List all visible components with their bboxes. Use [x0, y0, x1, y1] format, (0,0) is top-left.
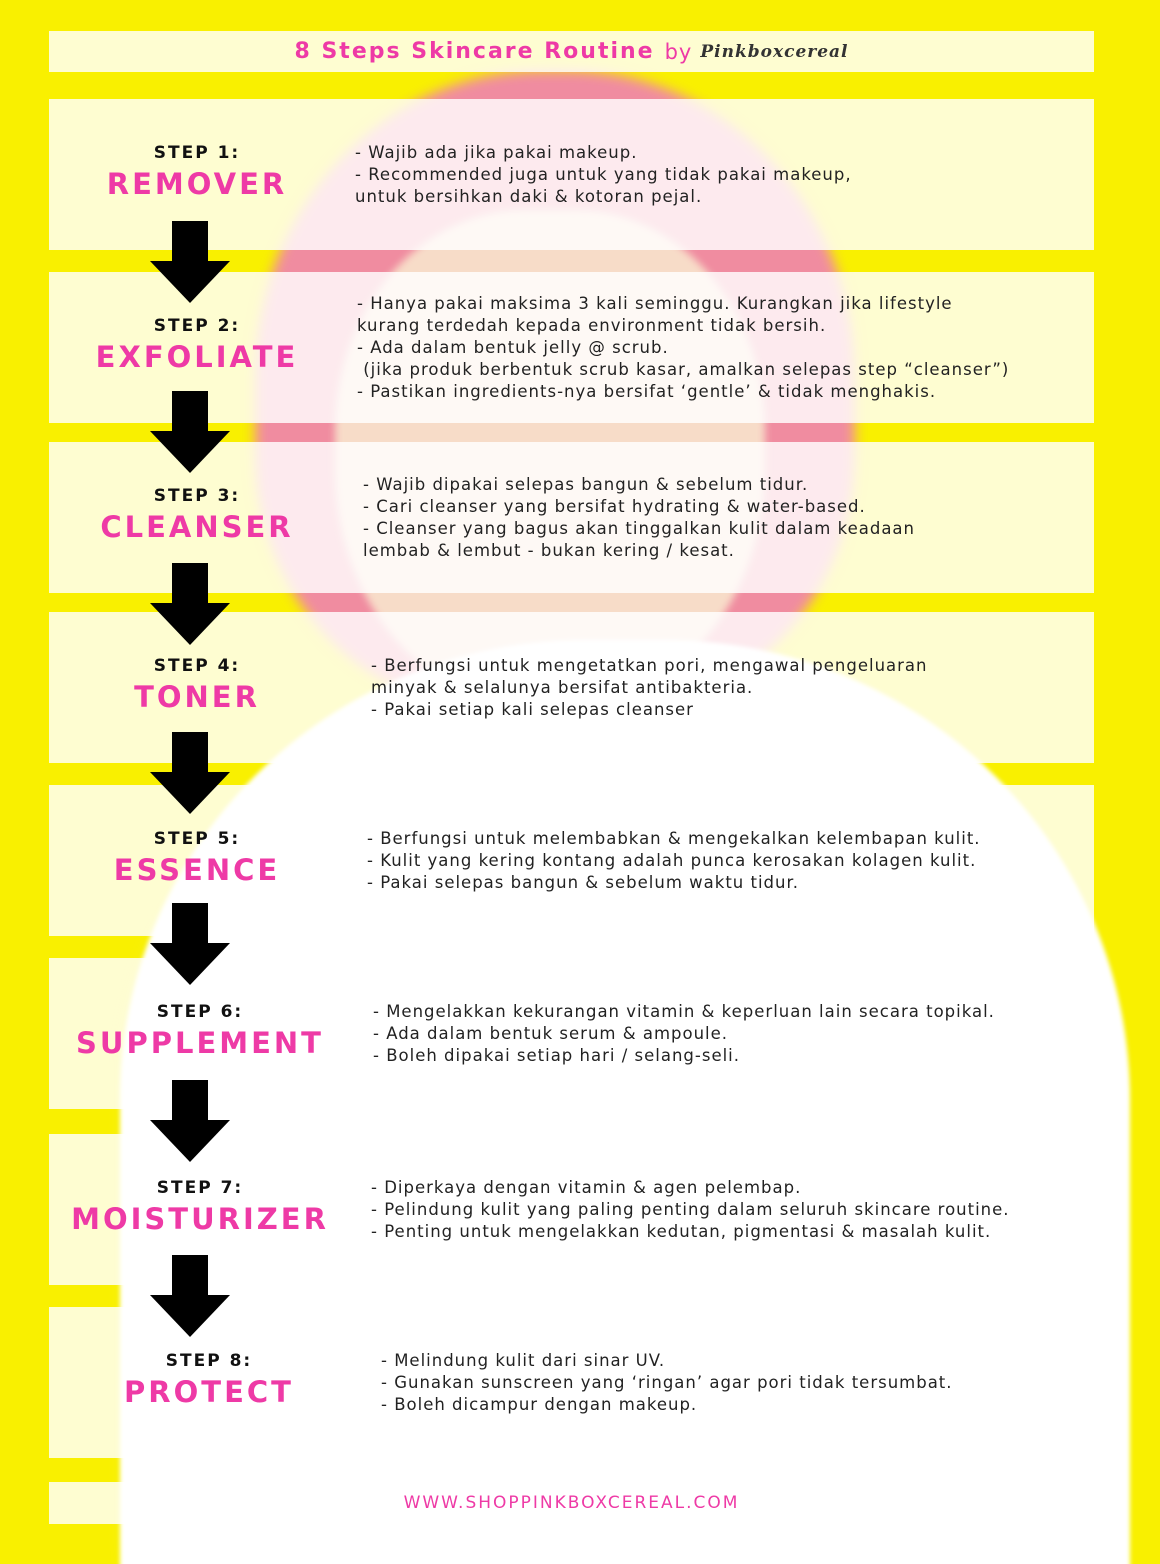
step-description — [363, 442, 915, 593]
step-label — [47, 486, 347, 544]
step-description-line: - Cleanser yang bagus akan tinggalkan kulit dalam keadaan — [363, 518, 915, 538]
step-title: EXFOLIATE — [95, 340, 299, 374]
arrow-shaft — [172, 903, 208, 947]
step-title: SUPPLEMENT — [76, 1026, 324, 1060]
step-number: STEP 6: — [156, 1002, 244, 1022]
step-description-line: - Diperkaya dengan vitamin & agen pelembap. — [371, 1177, 802, 1197]
step-title: PROTECT — [124, 1375, 294, 1409]
arrow-shaft — [172, 732, 208, 776]
step-description-line: - Melindung kulit dari sinar UV. — [381, 1350, 666, 1370]
arrow-shaft — [172, 1080, 208, 1124]
step-label — [47, 316, 347, 374]
step-description-line: - Wajib dipakai selepas bangun & sebelum tidur. — [363, 474, 809, 494]
arrow-head — [150, 1120, 230, 1162]
step-description-line: - Gunakan sunscreen yang ‘ringan’ agar pori tidak tersumbat. — [381, 1372, 953, 1392]
step-number: STEP 8: — [165, 1351, 253, 1371]
step-number: STEP 5: — [153, 829, 241, 849]
step-description-line: - Berfungsi untuk mengetatkan pori, mengawal pengeluaran — [371, 655, 928, 675]
step-label — [59, 1351, 359, 1409]
step-number: STEP 3: — [153, 486, 241, 506]
step-label — [50, 1178, 350, 1236]
page-title: 8 Steps Skincare Routine — [294, 39, 655, 64]
down-arrow-icon — [150, 1080, 230, 1164]
arrow-head — [150, 431, 230, 473]
step-description-line: - Hanya pakai maksima 3 kali seminggu. Kurangkan jika lifestyle — [357, 293, 953, 313]
title-brand: Pinkboxcereal — [700, 41, 849, 62]
step-description-line: untuk bersihkan daki & kotoran pejal. — [355, 186, 703, 206]
step-description-line: - Pakai setiap kali selepas cleanser — [371, 699, 694, 719]
step-number: STEP 4: — [153, 656, 241, 676]
title-by: by — [664, 39, 693, 64]
step-description-line: - Berfungsi untuk melembabkan & mengekalkan kelembapan kulit. — [367, 828, 981, 848]
step-description — [381, 1307, 953, 1458]
step-description-line: - Wajib ada jika pakai makeup. — [355, 142, 638, 162]
title-bar — [49, 31, 1094, 72]
step-description-line: kurang terdedah kepada environment tidak bersih. — [357, 315, 827, 335]
arrow-shaft — [172, 563, 208, 607]
step-description-line: - Pakai selepas bangun & sebelum waktu tidur. — [367, 872, 799, 892]
step-number: STEP 1: — [153, 143, 241, 163]
step-description-line: - Ada dalam bentuk jelly @ scrub. — [357, 337, 669, 357]
step-description — [355, 99, 852, 250]
arrow-shaft — [172, 391, 208, 435]
down-arrow-icon — [150, 221, 230, 305]
down-arrow-icon — [150, 563, 230, 647]
arrow-head — [150, 603, 230, 645]
step-description — [357, 272, 1009, 423]
step-description-line: minyak & selalunya bersifat antibakteria. — [371, 677, 754, 697]
step-description-line: - Boleh dicampur dengan makeup. — [381, 1394, 698, 1414]
arrow-head — [150, 261, 230, 303]
arrow-shaft — [172, 1255, 208, 1299]
step-description-line: - Boleh dipakai setiap hari / selang-seli. — [373, 1045, 741, 1065]
step-title: CLEANSER — [100, 510, 294, 544]
step-label — [47, 656, 347, 714]
step-number: STEP 2: — [153, 316, 241, 336]
step-description-line: - Pelindung kulit yang paling penting dalam seluruh skincare routine. — [371, 1199, 1010, 1219]
step-label — [47, 829, 347, 887]
step-label — [47, 143, 347, 201]
step-description-line: - Pastikan ingredients-nya bersifat ‘gentle’ & tidak menghakis. — [357, 381, 937, 401]
arrow-shaft — [172, 221, 208, 265]
arrow-head — [150, 772, 230, 814]
down-arrow-icon — [150, 391, 230, 475]
step-description — [371, 1134, 1010, 1285]
step-title: TONER — [134, 680, 260, 714]
step-description-line: lembab & lembut - bukan kering / kesat. — [363, 540, 735, 560]
step-description-line: (jika produk berbentuk scrub kasar, amalkan selepas step “cleanser”) — [357, 359, 1010, 379]
step-number: STEP 7: — [156, 1178, 244, 1198]
down-arrow-icon — [150, 1255, 230, 1339]
step-description — [367, 785, 981, 936]
down-arrow-icon — [150, 903, 230, 987]
down-arrow-icon — [150, 732, 230, 816]
step-description-line: - Ada dalam bentuk serum & ampoule. — [373, 1023, 729, 1043]
step-description-line: - Recommended juga untuk yang tidak pakai makeup, — [355, 164, 852, 184]
step-title: REMOVER — [106, 167, 288, 201]
step-description — [373, 958, 995, 1109]
step-description-line: - Kulit yang kering kontang adalah punca kerosakan kolagen kulit. — [367, 850, 977, 870]
step-description-line: - Mengelakkan kekurangan vitamin & keperluan lain secara topikal. — [373, 1001, 995, 1021]
footer-bar — [49, 1482, 1094, 1524]
step-description-line: - Cari cleanser yang bersifat hydrating & water-based. — [363, 496, 866, 516]
footer-url[interactable]: WWW.SHOPPINKBOXCEREAL.COM — [403, 1493, 740, 1513]
step-title: MOISTURIZER — [71, 1202, 329, 1236]
step-description — [371, 612, 928, 763]
arrow-head — [150, 1295, 230, 1337]
arrow-head — [150, 943, 230, 985]
step-description-line: - Penting untuk mengelakkan kedutan, pigmentasi & masalah kulit. — [371, 1221, 992, 1241]
step-label — [50, 1002, 350, 1060]
step-title: ESSENCE — [113, 853, 281, 887]
